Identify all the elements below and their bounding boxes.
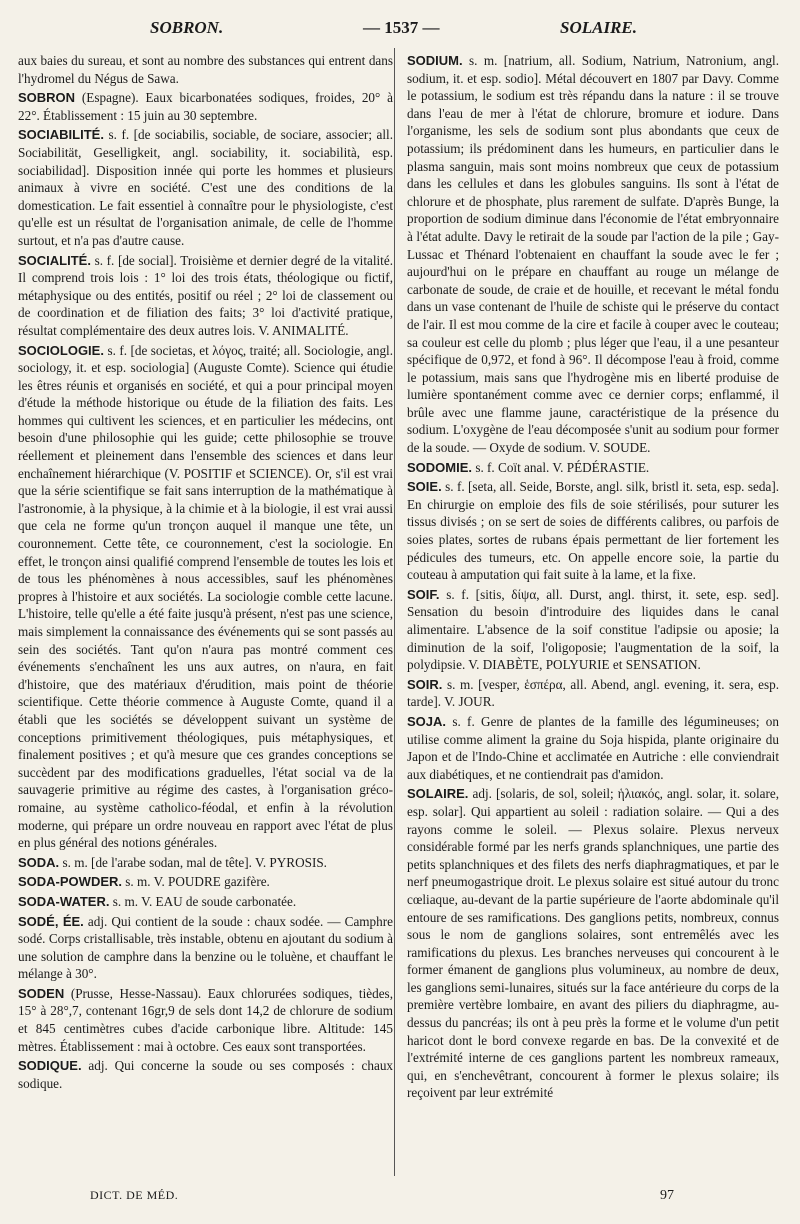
entry-headword: SOIF. — [407, 586, 440, 602]
entry-text: s. m. V. EAU de soude carbonatée. — [112, 893, 297, 909]
dictionary-entry — [18, 854, 393, 872]
footer-signature: DICT. DE MÉD. — [90, 1188, 179, 1202]
dictionary-entry — [407, 586, 779, 674]
entry-headword: SOJA. — [407, 713, 447, 729]
page-number-header: — 1537 — — [363, 18, 440, 37]
entry-headword: SODEN — [18, 985, 65, 1001]
column-divider — [394, 48, 395, 1176]
footer-sheet-number: 97 — [660, 1188, 674, 1203]
right-column — [407, 52, 779, 1174]
entry-text: s. f. [sitis, δίψα, all. Durst, angl. thirst, it. sete, esp. sed]. Sensation du besoin d'introduire des liquides dans le canal alimentaire. L'absence de la soif constitue l'adipsie ou aposie; la diminution de la soif, l'oligoposie; l'augmentation de la soif, la polydipsie. V. DIABÈTE, POLYURIE et SENSATION. — [407, 586, 779, 673]
dictionary-entry — [18, 985, 393, 1055]
page-footer — [0, 1188, 800, 1208]
dictionary-entry — [407, 459, 779, 477]
entry-text: (Prusse, Hesse-Nassau). Eaux chlorurées sodiques, tièdes, 15° à 28°,7, contenant 16gr,9 de sels dont 14,2 de chlorure de sodium et 845 centimètres cubes d'acide carbonique libre. Altitude: 145 mètres. Établissement : mai à octobre. Ces eaux sont transportées. — [18, 985, 393, 1054]
entry-headword: SOCIOLOGIE. — [18, 342, 104, 358]
running-head-left: SOBRON. — [150, 18, 224, 37]
entry-headword: SOCIALITÉ. — [18, 252, 91, 268]
entry-text: s. m. [vesper, ἑσπέρα, all. Abend, angl. evening, it. sera, esp. tarde]. V. JOUR. — [407, 676, 779, 710]
entry-headword: SOLAIRE. — [407, 786, 469, 802]
left-column — [18, 52, 393, 1174]
entry-text: aux baies du sureau, et sont au nombre des substances qui entrent dans l'hydromel du Négus de Sawa. — [18, 53, 393, 86]
entry-headword: SODA-WATER. — [18, 893, 110, 909]
dictionary-entry — [18, 126, 393, 249]
entry-text: s. m. [de l'arabe sodan, mal de tête]. V. PYROSIS. — [62, 854, 327, 870]
entry-text: s. f. [seta, all. Seide, Borste, angl. silk, bristl it. seta, esp. seda]. En chirurgie on emploie des fils de soie stérilisés, pour suturer les tissus divisés ; on se sert de soies de différents calibres, ou parfois de soies plates, sortes de rubans épais permettant de lier fortement les pédicules des tumeurs, etc. On appelle encore soie, la partie du couteau à amputation qui fait suite à la lame, et la fixe. — [407, 479, 779, 583]
entry-text: adj. Qui contient de la soude : chaux sodée. — Camphre sodé. Corps cristallisable, très instable, obtenu en ajoutant du sodium à une solution de camphre dans la benzine ou le toluène, et chauffant le mélange à 30°. — [18, 913, 393, 982]
entry-headword: SOCIABILITÉ. — [18, 127, 104, 143]
entry-headword: SODÉ, ÉE. — [18, 913, 84, 929]
entry-text: s. f. [de social]. Troisième et dernier degré de la vitalité. Il comprend trois lois : 1° loi des trois états, théologique ou fictif, métaphysique ou des entités, positif ou réel ; 2° loi de classement ou de coordination et de filiation des faits; 3° loi d'activité pratique, résultat complémentaire des deux autres lois. V. ANIMALITÉ. — [18, 252, 393, 338]
dictionary-entry — [407, 676, 779, 711]
dictionary-entry — [18, 52, 393, 87]
entry-headword: SODIQUE. — [18, 1058, 82, 1074]
entry-text: (Espagne). Eaux bicarbonatées sodiques, froides, 20° à 22°. Établissement : 15 juin au 30 septembre. — [18, 90, 393, 123]
dictionary-entry — [18, 252, 393, 340]
dictionary-entry — [407, 785, 779, 1102]
entry-headword: SOIR. — [407, 676, 443, 692]
entry-text: s. m. [natrium, all. Sodium, Natrium, Natronium, angl. sodium, it. et esp. sodio]. Métal découvert en 1807 par Davy. Comme le potassium, le sodium est très répandu dans la nature : il se trouve dans l'eau de mer à l'état de chlorure, bromure et iodure. Dans l'organisme, les sels de sodium sont plus abondants que ceux de potassium; ils prédominent dans les humeurs, en particulier dans le plasma sanguin, mais sont moins nombreux que ceux de potassium dans les cellules et dans les globules sanguins. Ils sont à l'état de chlorure et de phosphate, plus rarement de sulfate. D'après Bunge, la proportion de sodium diminue dans l'économie de l'état embryonnaire à l'état adulte. Davy le retirait de la soude par l'action de la pile ; Gay-Lussac et Thénard l'obtenaient en chauffant la soude avec le fer ; aujourd'hui on le prépare en chauffant au rouge un mélange de carbonate de soude, de craie et de houille, et recevant le métal fondu dans un vase contenant de l'huile de schiste qui le préserve du contact de l'air. Il est mou comme de la cire et facile à couper avec le couteau; sa couleur est celle du plomb ; plus léger que l'eau, il a une pesanteur spécifique de 0,972, et fond à 96°. Il décompose l'eau à froid, comme le potassium, mais sans que l'hydrogène mis en liberté produise de lumière spontanément comme avec ce dernier corps; enflammé, il brûle avec une flamme jaune, caractéristique de la présence du sodium. L'oxygène de l'eau décomposée s'unit au sodium pour former de la soude. — Oxyde de sodium. V. SOUDE. — [407, 53, 779, 456]
dictionary-entry — [18, 873, 393, 891]
page-header — [0, 18, 800, 44]
entry-headword: SODA-POWDER. — [18, 874, 122, 890]
entry-text: adj. [solaris, de sol, soleil; ἡλιακός, angl. solar, it. solare, esp. solar]. Qui appartient au soleil : radiation solaire. — Qui a des rayons comme le soleil. — Plexus solaire. Plexus nerveux considérable formé par les nerfs grands splanchniques, une partie des petits splanchniques et des filets des nerfs diaphragmatiques, et par le nerf pneumogastrique droit. Le plexus solaire est situé autour du tronc cœliaque, au-devant de la partie supérieure de l'aorte abdominale qu'il entoure de ses ramifications. Des ganglions petits, nombreux, connus sous le nom de ganglions solaires, sont entremêlés avec les ramifications du plexus. Les branches nerveuses qui concourent à le former émanent de ganglions plus volumineux, au nombre de deux, les ganglions semi-lunaires, situés sur la face antérieure du corps de la première vertèbre lombaire, en avant des piliers du diaphragme, au-dessus du pancréas; ils ont à peu près la forme et le volume d'un petit haricot dont le bord convexe regarde en bas. De la convexité et de l'extrémité interne de ces ganglions partent les nombreux rameaux, qui, en s'enchevêtrant, concourent à former le plexus solaire; ils reçoivent par leur extrémité — [407, 786, 779, 1101]
dictionary-entry — [407, 713, 779, 783]
entry-text: s. f. [de sociabilis, sociable, de sociare, associer; all. Sociabilität, Geselligkeit, angl. sociability, it. sociabilità, esp. sociabilidad]. Disposition innée qui porte les hommes et plusieurs animaux à vivre en société. C'est une des conditions de la domestication. Le fait essentiel à connaître pour le physiologiste, c'est qu'elle est un résultat de l'organisation animale, de celle de l'homme surtout, et n'a pas d'autre cause. — [18, 127, 393, 248]
dictionary-entry — [407, 478, 779, 584]
entry-text: s. m. V. POUDRE gazifère. — [125, 874, 270, 890]
dictionary-entry — [18, 1057, 393, 1092]
dictionary-entry — [18, 89, 393, 124]
running-head-right: SOLAIRE. — [560, 18, 637, 37]
entry-text: s. f. Genre de plantes de la famille des légumineuses; on utilise comme aliment la graine du Soja hispida, plante originaire du Japon et de l'Indo-Chine et acclimatée en Autriche : elle conviendrait aux diabétiques, et ne contiendrait pas d'amidon. — [407, 713, 779, 782]
dictionary-entry — [18, 913, 393, 983]
dictionary-entry — [18, 893, 393, 911]
entry-text: adj. Qui concerne la soude ou ses composés : chaux sodique. — [18, 1058, 393, 1091]
dictionary-entry — [407, 52, 779, 457]
dictionary-entry — [18, 342, 393, 852]
entry-text: s. f. [de societas, et λόγος, traité; all. Sociologie, angl. sociology, it. et esp. sociologia] (Auguste Comte). Science qui étudie les êtres réunis et organisés en société, et qui a pour principal moyen d'étude la méthode historique ou étude de la filiation des faits. Les hommes qui cultivent les sciences, et en particulier les médecins, ont besoin d'une philosophie qui les guide; cette philosophie se trouve réellement et pleinement dans l'ensemble des sciences et dans leur enchaînement hiérarchique (V. POSITIF et SCIENCE). Or, s'il est vrai que la série scientifique se fait sans interruption de la mathématique à l'astronomie, à la physique, à la chimie et à la biologie, il est vrai aussi que cela ne forme qu'un tronçon auquel il manque une tête, un couronnement. Cette tête, ce couronnement, c'est la sociologie. En effet, le tronçon ainsi qualifié comprend l'ensemble de toutes les lois et de tous les phénomènes à nous accessibles, sauf les phénomènes propres à l'histoire et aux sociétés. La sociologie comble cette lacune. L'histoire, telle qu'elle a été faite jusqu'à présent, n'est pas une science, mais simplement la connaissance des événements qui se sont passés au sein des sociétés. Tant qu'on n'aura pas montré comment ces événements s'enchaînent les uns aux autres, on n'aura, en fait d'histoire, que des matériaux d'érudition, mais point de théorie scientifique. Cette théorie commence à Auguste Comte, quand il a établi que les sociétés se développent suivant un système de conceptions primitivement théologiques, puis métaphysiques, et finalement positives ; et qu'à mesure que ces grandes conceptions se succèdent par des modifications graduelles, l'état social va de la sauvagerie primitive au régime des castes, à l'organisation gréco-romaine, au système catholico-féodal, et enfin à la révolution moderne, qui prépare un ordre nouveau en rapport avec l'état de plus en plus général des notions générales. — [18, 342, 393, 851]
entry-headword: SODOMIE. — [407, 459, 473, 475]
entry-headword: SOIE. — [407, 479, 442, 495]
entry-headword: SOBRON — [18, 90, 76, 106]
entry-headword: SODA. — [18, 854, 60, 870]
entry-text: s. f. Coït anal. V. PÉDÉRASTIE. — [475, 459, 650, 475]
entry-headword: SODIUM. — [407, 53, 463, 68]
